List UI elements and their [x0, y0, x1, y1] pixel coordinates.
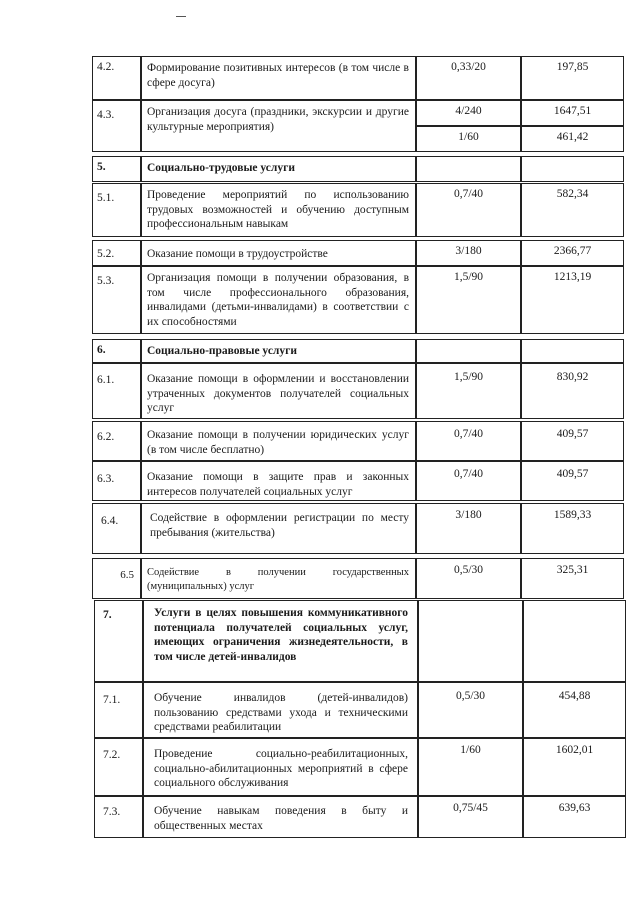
row-cost: 325,31 [556, 564, 589, 576]
row-volume: 0,75/45 [453, 802, 488, 814]
section-number: 7. [103, 609, 112, 621]
row-number: 7.1. [103, 694, 121, 706]
row-cost: 409,57 [556, 428, 589, 440]
section-title: Социально-правовые услуги [147, 345, 297, 357]
row-description: Оказание помощи в получении юридических услуг (в том числе бесплатно) [147, 429, 409, 456]
row-volume: 0,7/40 [453, 188, 484, 200]
table-row [92, 240, 624, 266]
row-number: 6.5 [120, 569, 134, 581]
table-row [92, 558, 624, 599]
row-volume: 0,5/30 [453, 564, 484, 576]
section-header-row [94, 600, 626, 682]
row-volume: 3/180 [455, 509, 482, 521]
row-volume-alt: 1/60 [458, 131, 479, 143]
table-row [94, 796, 626, 838]
row-number: 5.3. [97, 275, 115, 287]
section-title: Услуги в целях повышения коммуникативного потенциала получателей социальных услуг, имеющих ограничения жизнедеятельности, в том числе детей-инвалидов [154, 607, 408, 663]
table-row [92, 183, 624, 237]
row-volume: 1,5/90 [453, 371, 484, 383]
section-number: 5. [97, 161, 106, 173]
table-row [94, 682, 626, 738]
row-description: Проведение мероприятий по использованию трудовых возможностей и обучению доступным профессиональным навыкам [147, 189, 409, 230]
table-row [92, 461, 624, 501]
row-cost: 1213,19 [553, 271, 592, 283]
row-cost: 409,57 [556, 468, 589, 480]
row-volume: 3/180 [455, 245, 482, 257]
row-description: Обучение инвалидов (детей-инвалидов) пользованию средствами ухода и техническими средствами реабилитации [154, 692, 408, 733]
row-volume: 0,5/30 [455, 690, 486, 702]
row-volume: 4/240 [455, 105, 482, 117]
row-volume: 0,7/40 [453, 468, 484, 480]
row-cost-alt: 461,42 [556, 131, 589, 143]
row-cost: 582,34 [556, 188, 589, 200]
row-description: Проведение социально-реабилитационных, социально-абилитационных мероприятий в сфере социального обслуживания [154, 748, 408, 789]
row-description: Формирование позитивных интересов (в том числе в сфере досуга) [147, 62, 409, 89]
table-row [92, 503, 624, 554]
row-description: Организация досуга (праздники, экскурсии и другие культурные мероприятия) [147, 106, 409, 133]
row-number: 4.3. [97, 109, 115, 121]
row-cost: 830,92 [556, 371, 589, 383]
row-number: 7.3. [103, 806, 121, 818]
row-description: Организация помощи в получении образования, в том числе профессионального образования, инвалидами (детьми-инвалидами) в соответствии с их способностями [147, 272, 409, 328]
row-volume: 1/60 [460, 744, 481, 756]
row-volume: 0,7/40 [453, 428, 484, 440]
row-cost: 454,88 [558, 690, 591, 702]
section-number: 6. [97, 344, 106, 356]
row-cost: 1602,01 [555, 744, 594, 756]
row-number: 5.1. [97, 192, 115, 204]
table-row [92, 100, 624, 152]
section-title: Социально-трудовые услуги [147, 162, 295, 174]
row-description: Оказание помощи в трудоустройстве [147, 248, 328, 260]
table-row [92, 266, 624, 334]
row-description: Содействие в получении государственных (муниципальных) услуг [147, 567, 409, 592]
row-cost: 1589,33 [553, 509, 592, 521]
row-cost: 1647,51 [553, 105, 592, 117]
row-description: Оказание помощи в защите прав и законных интересов получателей социальных услуг [147, 471, 409, 498]
row-number: 6.1. [97, 374, 115, 386]
table-row [92, 421, 624, 461]
row-description: Оказание помощи в оформлении и восстановлении утраченных документов получателей социальных услуг [147, 373, 409, 414]
row-number: 4.2. [97, 61, 115, 73]
section-header-row [92, 339, 624, 363]
row-cost: 197,85 [556, 61, 589, 73]
row-cost: 639,63 [558, 802, 591, 814]
row-number: 6.3. [97, 473, 115, 485]
row-description: Обучение навыкам поведения в быту и общественных местах [154, 805, 408, 832]
section-header-row [92, 156, 624, 182]
row-number: 5.2. [97, 248, 115, 260]
table-row [92, 56, 624, 100]
row-number: 6.2. [97, 431, 115, 443]
table-row [92, 363, 624, 419]
page-mark [176, 16, 186, 17]
row-description: Содействие в оформлении регистрации по месту пребывания (жительства) [150, 512, 409, 539]
table-row [94, 738, 626, 796]
row-number: 7.2. [103, 749, 121, 761]
row-number: 6.4. [101, 515, 119, 527]
row-volume: 1,5/90 [453, 271, 484, 283]
row-volume: 0,33/20 [451, 61, 486, 73]
row-cost: 2366,77 [553, 245, 592, 257]
